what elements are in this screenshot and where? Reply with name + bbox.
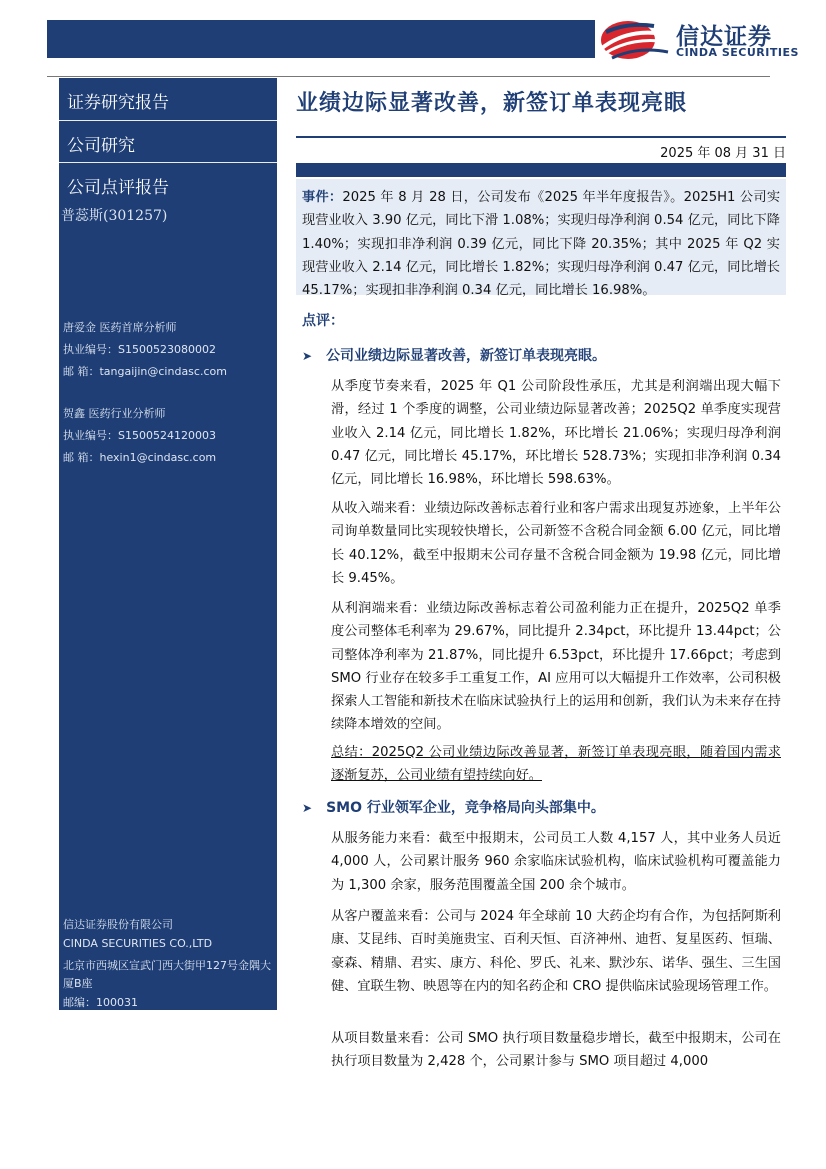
company-name-cn: 信达证券股份有限公司: [63, 918, 173, 931]
event-text: 2025 年 8 月 28 日，公司发布《2025 年半年度报告》。2025H1 公司实现营业收入 3.90 亿元，同比下滑 1.08%；实现归母净利润 0.54 亿元，同比下降 1.40%；实现扣非净利润 0.39 亿元，同比下降 20.35%；其中 2025 年 Q2 实现营业收入 2.14 亿元，同比增长 1.82%；实现归母净利润 0.47 亿元，同比增长 45.17%；实现扣非净利润 0.34 亿元，同比增长 16.98%。: [302, 190, 781, 299]
cinda-logo-mark-icon: [598, 18, 670, 62]
analyst2-name: 贺鑫 医药行业分析师: [63, 407, 166, 420]
company-postcode: 邮编：100031: [63, 996, 138, 1009]
date-bar: [296, 163, 786, 177]
paragraph-project-count: 从项目数量来看：公司 SMO 执行项目数量稳步增长，截至中报期末，公司在执行项目数量为 2,428 个，公司累计参与 SMO 项目超过 4,000: [331, 1031, 781, 1070]
header-bar: [47, 20, 595, 58]
analyst2-email: 邮 箱：hexin1@cindasc.com: [63, 451, 217, 464]
review-label: 点评：: [302, 313, 344, 329]
section-heading-1: [302, 345, 606, 365]
report-type: 证券研究报告: [67, 93, 169, 113]
section-title-1: 公司业绩边际显著改善，新签订单表现亮眼。: [326, 348, 607, 364]
report-subcategory: 公司点评报告: [67, 178, 169, 198]
company-name-en: CINDA SECURITIES CO.,LTD: [63, 937, 213, 950]
paragraph-profit: 从利润端来看：业绩边际改善标志着公司盈利能力正在提升，2025Q2 单季度公司整体毛利率为 29.67%，同比提升 2.34pct，环比提升 13.44pct；公司整体净利率为 21.87%，同比提升 6.53pct，环比提升 17.66pct；考虑到 SMO 行业存在较多手工重复工作，AI 应用可以大幅提升工作效率，公司积极探索人工智能和新技术在临床试验执行上的运用和创新，我们认为未来存在持续降本增效的空间。: [331, 601, 781, 733]
analyst1-license: 执业编号：S1500523080002: [63, 343, 216, 356]
analyst1-email: 邮 箱：tangaijin@cindasc.com: [63, 365, 227, 378]
report-category: 公司研究: [67, 136, 135, 156]
event-paragraph: [302, 186, 780, 302]
cinda-logo: [598, 14, 798, 64]
report-title: 业绩边际显著改善，新签订单表现亮眼: [296, 91, 688, 116]
stock-name-code: 普蕊斯(301257): [61, 208, 168, 224]
analyst1-name: 唐爱金 医药首席分析师: [63, 321, 177, 334]
event-label: 事件：: [302, 190, 343, 205]
report-date: 2025 年 08 月 31 日: [660, 146, 786, 161]
logo-english-name: CINDA SECURITIES: [676, 46, 799, 59]
title-divider: [296, 136, 786, 138]
paragraph-service-capacity: 从服务能力来看：截至中报期末，公司员工人数 4,157 人，其中业务人员近 4,000 人，公司累计服务 960 余家临床试验机构，临床试验机构可覆盖能力为 1,300 余家，服务范围覆盖全国 200 余个城市。: [331, 831, 781, 893]
event-summary-box: [296, 179, 786, 299]
logo-chinese-name: 信达证券: [676, 24, 772, 50]
analyst2-license: 执业编号：S1500524120003: [63, 429, 216, 442]
header-divider: [47, 76, 770, 77]
paragraph-quarterly: 从季度节奏来看，2025 年 Q1 公司阶段性承压，尤其是利润端出现大幅下滑，经过 1 个季度的调整，公司业绩边际显著改善；2025Q2 单季度实现营业收入 2.14 亿元，同比增长 1.82%，环比增长 21.06%；实现归母净利润 0.47 亿元，同比增长 45.17%，环比增长 528.73%；实现扣非净利润 0.34 亿元，同比增长 16.98%，环比增长 598.63%。: [331, 379, 781, 488]
company-address: 北京市西城区宣武门西大街甲127号金隅大厦B座: [63, 959, 271, 990]
sidebar-divider: [59, 162, 277, 163]
sidebar-divider: [59, 120, 277, 121]
arrow-bullet-icon: ➤: [302, 349, 313, 363]
section-title-2: SMO 行业领军企业，竞争格局向头部集中。: [326, 800, 605, 816]
paragraph-summary: 总结：2025Q2 公司业绩边际改善显著，新签订单表现亮眼，随着国内需求逐渐复苏，公司业绩有望持续向好。: [331, 745, 781, 784]
paragraph-client-coverage: 从客户覆盖来看：公司与 2024 年全球前 10 大药企均有合作，为包括阿斯利康、艾昆纬、百时美施贵宝、百利天恒、百济神州、迪哲、复星医药、恒瑞、豪森、精鼎、君实、康方、科伦、罗氏、礼来、默沙东、诺华、强生、三生国健、宜联生物、映恩等在内的知名药企和 CRO 提供临床试验现场管理工作。: [331, 909, 781, 994]
paragraph-revenue: 从收入端来看：业绩边际改善标志着行业和客户需求出现复苏迹象，上半年公司询单数量同比实现较快增长，公司新签不含税合同金额 6.00 亿元，同比增长 40.12%，截至中报期末公司存量不含税合同金额为 19.98 亿元，同比增长 9.45%。: [331, 501, 781, 586]
arrow-bullet-icon: ➤: [302, 801, 313, 815]
section-heading-2: [302, 797, 605, 817]
sidebar: [59, 78, 277, 1010]
